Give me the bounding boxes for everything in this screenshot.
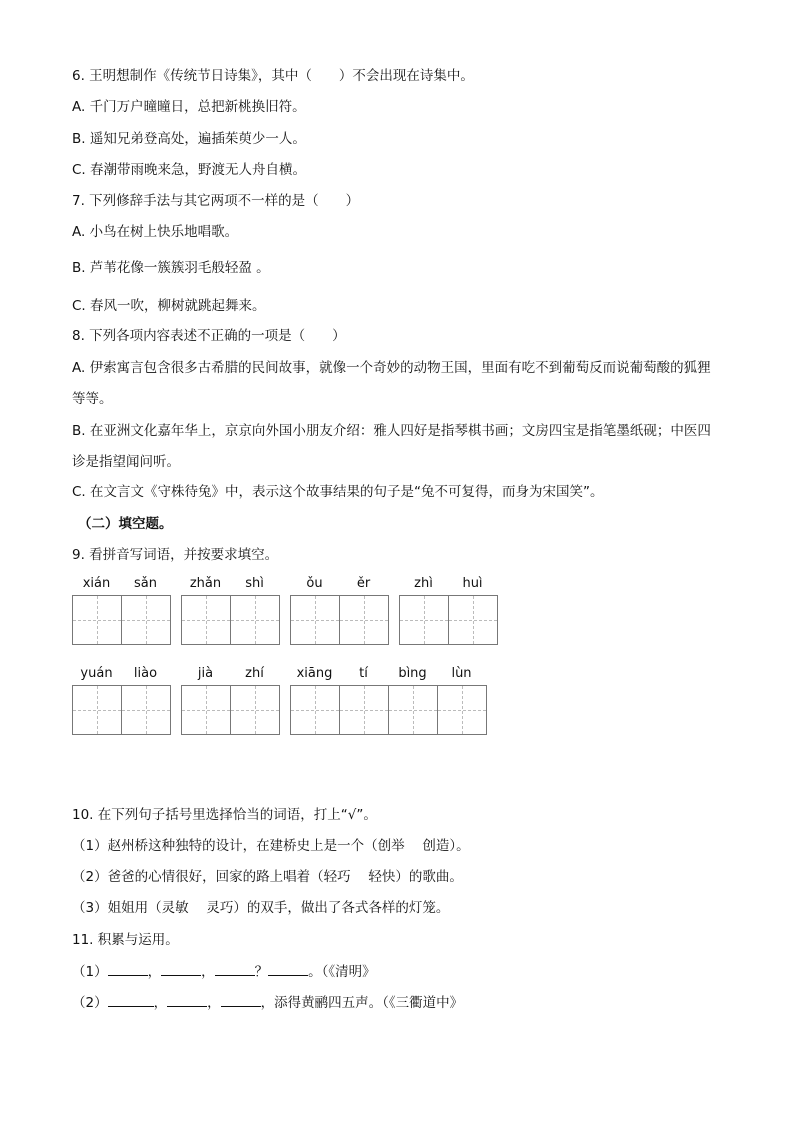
q7-option-b: B. 芦苇花像一簇簇羽毛般轻盈 。: [72, 260, 270, 276]
writing-box[interactable]: [231, 686, 279, 734]
writing-box[interactable]: [231, 596, 279, 644]
writing-box[interactable]: [340, 596, 388, 644]
word-group: [72, 573, 171, 645]
pinyin: ǒu: [306, 576, 323, 591]
line-suffix: ，添得黄鹂四五声。（《三衢道中》: [260, 995, 464, 1011]
pinyin: sǎn: [134, 576, 157, 591]
writing-box[interactable]: [73, 596, 122, 644]
q6-option-a: A. 千门万户曈曈日，总把新桃换旧符。: [72, 99, 306, 115]
pinyin-row-1: [72, 573, 498, 645]
q10-sentence-1: （1）赵州桥这种独特的设计，在建桥史上是一个（创举 创造）。: [72, 838, 470, 854]
writing-box[interactable]: [389, 686, 438, 734]
writing-box[interactable]: [291, 686, 340, 734]
line-prefix: （1）: [72, 964, 108, 980]
pinyin: yuán: [80, 666, 113, 681]
q7-stem: 7. 下列修辞手法与其它两项不一样的是（ ）: [72, 193, 360, 209]
pinyin: shì: [245, 576, 264, 591]
pinyin: ěr: [356, 576, 371, 591]
answer-blank[interactable]: [108, 992, 154, 1007]
pinyin: liào: [133, 666, 158, 681]
writing-box[interactable]: [400, 596, 449, 644]
pinyin: zhí: [245, 666, 264, 681]
q11-line-1: [72, 961, 376, 982]
line-suffix: 。（《清明》: [308, 964, 376, 980]
q10-stem: 10. 在下列句子括号里选择恰当的词语，打上“√”。: [72, 807, 377, 823]
q8-option-a: A. 伊索寓言包含很多古希腊的民间故事，就像一个奇妙的动物王国，里面有吃不到葡萄反而说葡萄酸的狐狸等等。: [72, 360, 711, 407]
pinyin: tí: [359, 666, 368, 681]
pinyin: zhì: [414, 576, 433, 591]
writing-box[interactable]: [438, 686, 486, 734]
writing-box[interactable]: [340, 686, 389, 734]
q7-option-a: A. 小鸟在树上快乐地唱歌。: [72, 224, 239, 240]
q10-sentence-3: （3）姐姐用（灵敏 灵巧）的双手，做出了各式各样的灯笼。: [72, 900, 450, 916]
writing-box[interactable]: [182, 686, 231, 734]
pinyin: xián: [82, 576, 111, 591]
comma: ，: [153, 995, 168, 1011]
q11-line-2: [72, 992, 463, 1013]
q9-stem: 9. 看拼音写词语，并按要求填空。: [72, 547, 279, 563]
question-mark: ？: [254, 964, 269, 980]
answer-blank[interactable]: [161, 961, 201, 976]
q8-stem: 8. 下列各项内容表述不正确的一项是（ ）: [72, 328, 346, 344]
comma: ，: [201, 964, 215, 980]
line-prefix: （2）: [72, 995, 108, 1011]
q6-option-b: B. 遥知兄弟登高处，遍插茱萸少一人。: [72, 131, 306, 147]
pinyin: bìng: [398, 666, 427, 681]
writing-box[interactable]: [122, 596, 170, 644]
answer-blank[interactable]: [221, 992, 261, 1007]
pinyin-row-2: [72, 663, 487, 735]
q6-option-c: C. 春潮带雨晚来急，野渡无人舟自横。: [72, 162, 307, 178]
word-group: [290, 663, 487, 735]
pinyin: zhǎn: [189, 576, 222, 591]
pinyin: jià: [197, 666, 214, 681]
word-group: [72, 663, 171, 735]
word-group: [181, 663, 280, 735]
comma: ，: [207, 995, 221, 1011]
q8-option-c: C. 在文言文《守株待兔》中，表示这个故事结果的句子是“兔不可复得，而身为宋国笑”。: [72, 484, 604, 500]
pinyin: lùn: [451, 666, 472, 681]
writing-box[interactable]: [291, 596, 340, 644]
pinyin: huì: [462, 576, 483, 591]
q6-stem: 6. 王明想制作《传统节日诗集》，其中（ ）不会出现在诗集中。: [72, 68, 474, 84]
writing-box[interactable]: [73, 686, 122, 734]
comma: ，: [147, 964, 162, 980]
answer-blank[interactable]: [268, 961, 308, 976]
word-group: [399, 573, 498, 645]
word-group: [181, 573, 280, 645]
q7-option-c: C. 春风一吹，柳树就跳起舞来。: [72, 298, 266, 314]
writing-box[interactable]: [122, 686, 170, 734]
answer-blank[interactable]: [108, 961, 148, 976]
answer-blank[interactable]: [167, 992, 207, 1007]
section-heading: （二）填空题。: [78, 516, 173, 532]
word-group: [290, 573, 389, 645]
writing-box[interactable]: [449, 596, 497, 644]
writing-box[interactable]: [182, 596, 231, 644]
q10-sentence-2: （2）爸爸的心情很好，回家的路上唱着（轻巧 轻快）的歌曲。: [72, 869, 463, 885]
q8-option-b: B. 在亚洲文化嘉年华上，京京向外国小朋友介绍：雅人四好是指琴棋书画；文房四宝是指笔墨纸砚；中医四诊是指望闻问听。: [72, 423, 711, 470]
answer-blank[interactable]: [215, 961, 255, 976]
q11-stem: 11. 积累与运用。: [72, 932, 179, 948]
pinyin: xiāng: [296, 666, 333, 681]
